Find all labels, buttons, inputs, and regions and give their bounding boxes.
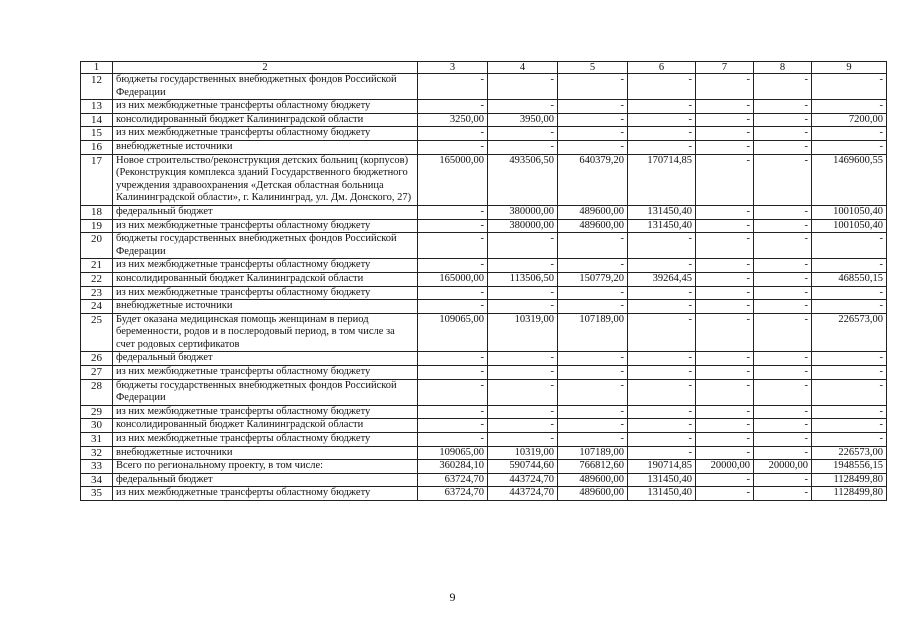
row-value: - bbox=[558, 433, 628, 447]
row-value: - bbox=[418, 100, 488, 114]
row-number: 33 bbox=[81, 460, 113, 474]
row-description: из них межбюджетные трансферты областному бюджету bbox=[113, 219, 418, 233]
row-value: - bbox=[754, 154, 812, 205]
row-value: 226573,00 bbox=[812, 446, 887, 460]
table-row bbox=[81, 433, 887, 447]
row-value: - bbox=[754, 433, 812, 447]
row-value: 380000,00 bbox=[488, 205, 558, 219]
row-value: - bbox=[418, 140, 488, 154]
row-value: - bbox=[812, 259, 887, 273]
row-description: федеральный бюджет bbox=[113, 473, 418, 487]
row-value: - bbox=[558, 352, 628, 366]
row-value: - bbox=[812, 379, 887, 405]
row-number: 14 bbox=[81, 113, 113, 127]
row-number: 19 bbox=[81, 219, 113, 233]
row-value: 468550,15 bbox=[812, 272, 887, 286]
table-row bbox=[81, 100, 887, 114]
row-number: 25 bbox=[81, 313, 113, 352]
row-value: - bbox=[696, 286, 754, 300]
row-number: 28 bbox=[81, 379, 113, 405]
row-value: - bbox=[754, 259, 812, 273]
row-value: 10319,00 bbox=[488, 313, 558, 352]
row-value: 165000,00 bbox=[418, 272, 488, 286]
row-value: - bbox=[418, 405, 488, 419]
row-value: - bbox=[754, 419, 812, 433]
row-value: 131450,40 bbox=[628, 219, 696, 233]
row-value: - bbox=[558, 233, 628, 259]
row-value: - bbox=[754, 100, 812, 114]
row-value: 489600,00 bbox=[558, 473, 628, 487]
row-number: 12 bbox=[81, 74, 113, 100]
row-value: 20000,00 bbox=[754, 460, 812, 474]
row-value: - bbox=[628, 74, 696, 100]
page-number: 9 bbox=[449, 590, 456, 604]
row-value: 109065,00 bbox=[418, 446, 488, 460]
row-value: - bbox=[628, 313, 696, 352]
row-value: - bbox=[488, 419, 558, 433]
row-value: - bbox=[696, 259, 754, 273]
row-number: 34 bbox=[81, 473, 113, 487]
row-value: - bbox=[488, 286, 558, 300]
row-value: 63724,70 bbox=[418, 487, 488, 501]
column-header: 5 bbox=[558, 62, 628, 74]
row-value: - bbox=[418, 352, 488, 366]
row-number: 13 bbox=[81, 100, 113, 114]
table-row bbox=[81, 286, 887, 300]
table-row bbox=[81, 140, 887, 154]
row-value: - bbox=[558, 286, 628, 300]
table-body bbox=[81, 74, 887, 501]
row-value: - bbox=[696, 272, 754, 286]
column-header: 8 bbox=[754, 62, 812, 74]
row-value: - bbox=[418, 379, 488, 405]
column-header: 6 bbox=[628, 62, 696, 74]
row-value: - bbox=[418, 233, 488, 259]
row-value: - bbox=[418, 419, 488, 433]
table-row bbox=[81, 379, 887, 405]
row-value: - bbox=[754, 219, 812, 233]
table-row bbox=[81, 113, 887, 127]
row-value: 7200,00 bbox=[812, 113, 887, 127]
row-number: 32 bbox=[81, 446, 113, 460]
row-description: внебюджетные источники bbox=[113, 300, 418, 314]
row-value: - bbox=[696, 74, 754, 100]
row-value: - bbox=[628, 127, 696, 141]
row-value: 107189,00 bbox=[558, 446, 628, 460]
row-value: - bbox=[628, 433, 696, 447]
row-value: 489600,00 bbox=[558, 487, 628, 501]
row-value: - bbox=[488, 100, 558, 114]
row-description: консолидированный бюджет Калининградской области bbox=[113, 419, 418, 433]
row-value: - bbox=[754, 205, 812, 219]
row-value: - bbox=[812, 300, 887, 314]
row-value: 1001050,40 bbox=[812, 219, 887, 233]
row-value: - bbox=[628, 259, 696, 273]
row-value: - bbox=[812, 233, 887, 259]
row-description: из них межбюджетные трансферты областному бюджету bbox=[113, 366, 418, 380]
row-value: - bbox=[754, 405, 812, 419]
row-value: - bbox=[812, 352, 887, 366]
row-value: - bbox=[418, 259, 488, 273]
table-row bbox=[81, 313, 887, 352]
row-value: - bbox=[558, 379, 628, 405]
row-value: - bbox=[488, 140, 558, 154]
row-value: 20000,00 bbox=[696, 460, 754, 474]
row-value: - bbox=[558, 366, 628, 380]
row-value: - bbox=[558, 100, 628, 114]
row-value: - bbox=[812, 74, 887, 100]
row-value: - bbox=[418, 74, 488, 100]
table-row bbox=[81, 419, 887, 433]
row-value: - bbox=[418, 300, 488, 314]
row-value: 766812,60 bbox=[558, 460, 628, 474]
column-header: 3 bbox=[418, 62, 488, 74]
row-value: - bbox=[696, 154, 754, 205]
row-description: федеральный бюджет bbox=[113, 352, 418, 366]
row-value: - bbox=[558, 140, 628, 154]
table-row bbox=[81, 127, 887, 141]
row-value: - bbox=[418, 366, 488, 380]
row-value: - bbox=[558, 300, 628, 314]
row-number: 16 bbox=[81, 140, 113, 154]
row-value: - bbox=[628, 300, 696, 314]
row-value: 10319,00 bbox=[488, 446, 558, 460]
table-row bbox=[81, 154, 887, 205]
row-value: 590744,60 bbox=[488, 460, 558, 474]
row-value: - bbox=[696, 487, 754, 501]
row-value: - bbox=[754, 446, 812, 460]
table-row bbox=[81, 272, 887, 286]
row-value: 113506,50 bbox=[488, 272, 558, 286]
row-value: - bbox=[558, 419, 628, 433]
row-value: - bbox=[488, 366, 558, 380]
row-value: - bbox=[488, 433, 558, 447]
row-description: из них межбюджетные трансферты областному бюджету bbox=[113, 433, 418, 447]
row-value: - bbox=[696, 219, 754, 233]
row-description: внебюджетные источники bbox=[113, 446, 418, 460]
row-description: из них межбюджетные трансферты областному бюджету bbox=[113, 259, 418, 273]
row-number: 26 bbox=[81, 352, 113, 366]
row-number: 27 bbox=[81, 366, 113, 380]
row-value: - bbox=[696, 433, 754, 447]
row-description: Будет оказана медицинская помощь женщинам в период беременности, родов и в послеродовый период, в том числе за счет родовых сертификатов bbox=[113, 313, 418, 352]
row-value: - bbox=[754, 366, 812, 380]
row-value: - bbox=[696, 113, 754, 127]
row-value: 3950,00 bbox=[488, 113, 558, 127]
table-row bbox=[81, 300, 887, 314]
row-number: 30 bbox=[81, 419, 113, 433]
column-header: 7 bbox=[696, 62, 754, 74]
row-value: 489600,00 bbox=[558, 219, 628, 233]
header-row bbox=[81, 62, 887, 74]
row-value: 131450,40 bbox=[628, 205, 696, 219]
row-value: - bbox=[488, 233, 558, 259]
row-value: - bbox=[628, 446, 696, 460]
row-description: из них межбюджетные трансферты областному бюджету bbox=[113, 127, 418, 141]
table-row bbox=[81, 205, 887, 219]
row-description: бюджеты государственных внебюджетных фондов Российской Федерации bbox=[113, 74, 418, 100]
row-value: 3250,00 bbox=[418, 113, 488, 127]
row-number: 22 bbox=[81, 272, 113, 286]
row-value: - bbox=[696, 405, 754, 419]
row-value: 1128499,80 bbox=[812, 487, 887, 501]
row-value: 640379,20 bbox=[558, 154, 628, 205]
row-value: 170714,85 bbox=[628, 154, 696, 205]
row-value: - bbox=[754, 113, 812, 127]
row-value: 109065,00 bbox=[418, 313, 488, 352]
row-value: - bbox=[696, 446, 754, 460]
row-value: - bbox=[754, 127, 812, 141]
row-value: 107189,00 bbox=[558, 313, 628, 352]
row-description: бюджеты государственных внебюджетных фондов Российской Федерации bbox=[113, 233, 418, 259]
column-header: 4 bbox=[488, 62, 558, 74]
row-value: 165000,00 bbox=[418, 154, 488, 205]
row-value: 380000,00 bbox=[488, 219, 558, 233]
row-description: из них межбюджетные трансферты областному бюджету bbox=[113, 487, 418, 501]
row-value: - bbox=[754, 473, 812, 487]
row-number: 15 bbox=[81, 127, 113, 141]
row-value: - bbox=[558, 405, 628, 419]
row-value: - bbox=[696, 233, 754, 259]
row-number: 35 bbox=[81, 487, 113, 501]
row-description: консолидированный бюджет Калининградской области bbox=[113, 272, 418, 286]
row-value: - bbox=[628, 419, 696, 433]
row-value: - bbox=[558, 113, 628, 127]
row-value: - bbox=[628, 100, 696, 114]
table-row bbox=[81, 473, 887, 487]
row-value: - bbox=[696, 140, 754, 154]
row-value: - bbox=[418, 127, 488, 141]
row-value: - bbox=[488, 127, 558, 141]
table-row bbox=[81, 259, 887, 273]
row-value: - bbox=[696, 100, 754, 114]
row-value: - bbox=[488, 379, 558, 405]
row-value: 1948556,15 bbox=[812, 460, 887, 474]
table-row bbox=[81, 74, 887, 100]
row-value: 39264,45 bbox=[628, 272, 696, 286]
row-value: - bbox=[628, 113, 696, 127]
table-row bbox=[81, 460, 887, 474]
row-value: 1128499,80 bbox=[812, 473, 887, 487]
row-description: бюджеты государственных внебюджетных фондов Российской Федерации bbox=[113, 379, 418, 405]
row-number: 20 bbox=[81, 233, 113, 259]
row-value: - bbox=[696, 419, 754, 433]
row-value: - bbox=[488, 352, 558, 366]
row-value: - bbox=[418, 219, 488, 233]
row-value: - bbox=[628, 366, 696, 380]
row-value: - bbox=[754, 286, 812, 300]
row-value: - bbox=[812, 366, 887, 380]
row-number: 17 bbox=[81, 154, 113, 205]
row-value: - bbox=[696, 205, 754, 219]
row-value: - bbox=[754, 487, 812, 501]
row-value: - bbox=[754, 233, 812, 259]
row-number: 21 bbox=[81, 259, 113, 273]
row-value: - bbox=[628, 286, 696, 300]
row-description: Всего по региональному проекту, в том числе: bbox=[113, 460, 418, 474]
row-value: - bbox=[696, 313, 754, 352]
row-value: 150779,20 bbox=[558, 272, 628, 286]
row-value: - bbox=[488, 405, 558, 419]
row-value: - bbox=[558, 127, 628, 141]
row-value: - bbox=[488, 259, 558, 273]
row-description: из них межбюджетные трансферты областному бюджету bbox=[113, 286, 418, 300]
row-value: - bbox=[812, 140, 887, 154]
row-value: - bbox=[696, 127, 754, 141]
row-value: - bbox=[488, 74, 558, 100]
row-value: - bbox=[812, 419, 887, 433]
row-description: Новое строительство/реконструкция детских больниц (корпусов) (Реконструкция комплекса зданий Государственного бюджетного учреждения здравоохранения «Детская областная больница Калининградской области», г. Калининград, ул. Дм. Донского, 27) bbox=[113, 154, 418, 205]
row-value: 1469600,55 bbox=[812, 154, 887, 205]
row-value: 63724,70 bbox=[418, 473, 488, 487]
table-row bbox=[81, 219, 887, 233]
row-number: 23 bbox=[81, 286, 113, 300]
row-value: 1001050,40 bbox=[812, 205, 887, 219]
row-value: - bbox=[628, 233, 696, 259]
row-value: 360284,10 bbox=[418, 460, 488, 474]
row-value: - bbox=[812, 127, 887, 141]
table-row bbox=[81, 352, 887, 366]
row-value: 190714,85 bbox=[628, 460, 696, 474]
row-value: - bbox=[488, 300, 558, 314]
row-value: - bbox=[754, 300, 812, 314]
row-value: - bbox=[696, 379, 754, 405]
row-value: 489600,00 bbox=[558, 205, 628, 219]
row-value: - bbox=[418, 286, 488, 300]
row-value: 131450,40 bbox=[628, 473, 696, 487]
row-value: - bbox=[754, 140, 812, 154]
row-value: - bbox=[696, 300, 754, 314]
row-value: - bbox=[696, 352, 754, 366]
row-value: - bbox=[754, 272, 812, 286]
column-header: 9 bbox=[812, 62, 887, 74]
row-value: - bbox=[558, 259, 628, 273]
row-description: из них межбюджетные трансферты областному бюджету bbox=[113, 100, 418, 114]
row-number: 31 bbox=[81, 433, 113, 447]
row-value: - bbox=[812, 286, 887, 300]
row-value: - bbox=[418, 433, 488, 447]
row-value: - bbox=[696, 366, 754, 380]
row-value: - bbox=[812, 405, 887, 419]
row-number: 29 bbox=[81, 405, 113, 419]
row-value: 493506,50 bbox=[488, 154, 558, 205]
row-value: - bbox=[628, 352, 696, 366]
table-row bbox=[81, 446, 887, 460]
row-value: 443724,70 bbox=[488, 473, 558, 487]
row-description: внебюджетные источники bbox=[113, 140, 418, 154]
table-row bbox=[81, 233, 887, 259]
row-value: 443724,70 bbox=[488, 487, 558, 501]
row-value: - bbox=[418, 205, 488, 219]
row-value: - bbox=[754, 313, 812, 352]
budget-table bbox=[80, 61, 887, 501]
row-number: 24 bbox=[81, 300, 113, 314]
row-value: - bbox=[628, 405, 696, 419]
row-value: - bbox=[812, 433, 887, 447]
row-number: 18 bbox=[81, 205, 113, 219]
row-value: - bbox=[754, 352, 812, 366]
table-row bbox=[81, 405, 887, 419]
row-value: - bbox=[558, 74, 628, 100]
row-value: - bbox=[696, 473, 754, 487]
table-row bbox=[81, 487, 887, 501]
row-value: - bbox=[628, 140, 696, 154]
row-value: - bbox=[628, 379, 696, 405]
column-header: 2 bbox=[113, 62, 418, 74]
row-description: из них межбюджетные трансферты областному бюджету bbox=[113, 405, 418, 419]
row-description: федеральный бюджет bbox=[113, 205, 418, 219]
row-value: - bbox=[754, 74, 812, 100]
row-value: - bbox=[812, 100, 887, 114]
row-value: - bbox=[754, 379, 812, 405]
row-value: 131450,40 bbox=[628, 487, 696, 501]
row-description: консолидированный бюджет Калининградской области bbox=[113, 113, 418, 127]
table-row bbox=[81, 366, 887, 380]
row-value: 226573,00 bbox=[812, 313, 887, 352]
column-header: 1 bbox=[81, 62, 113, 74]
